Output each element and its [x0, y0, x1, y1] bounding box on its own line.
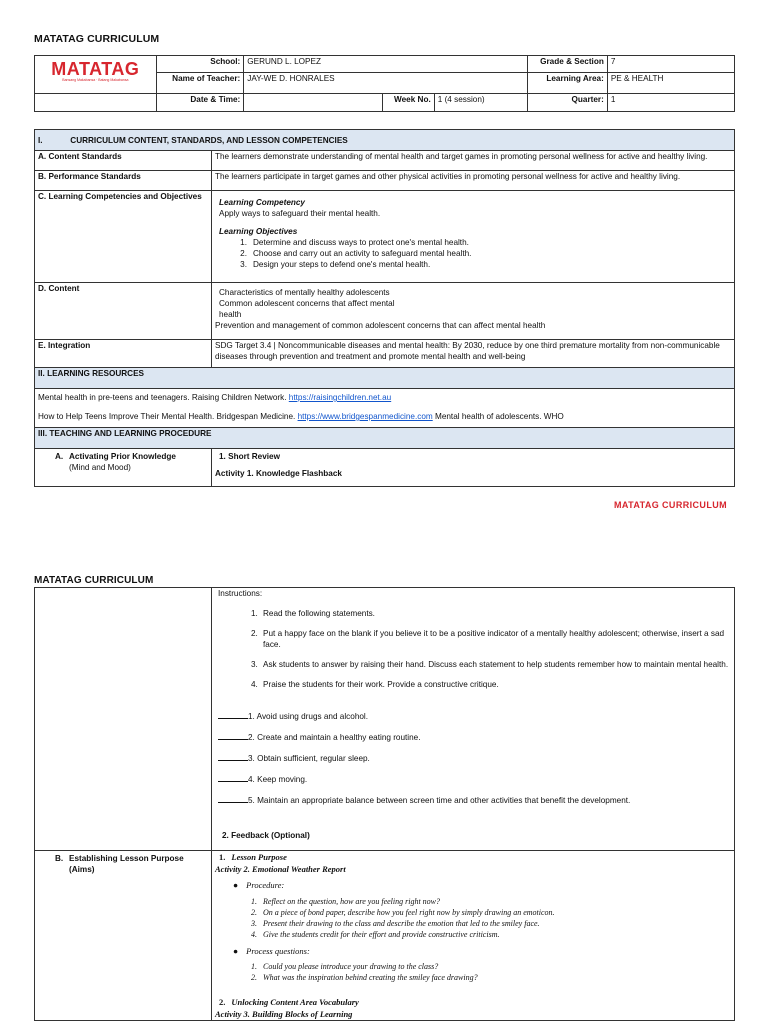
curriculum-table [34, 129, 735, 487]
instruction-item: 2. Put a happy face on the blank if you believe it to be a positive indicator of a mentally healthy adolescent; otherwise, insert a sad face. [251, 629, 725, 649]
procedure-empty-cell [35, 588, 212, 851]
resource-2: How to Help Teens Improve Their Mental Health. Bridgespan Medicine. https://www.bridgespanmedicine.com Mental health of adolescents. WHO [38, 412, 564, 421]
page-header-title: MATATAG CURRICULUM [34, 33, 160, 45]
procedure-b-num: B. [55, 854, 64, 863]
page-footer-brand: MATATAG CURRICULUM [614, 500, 728, 510]
answer-blank[interactable] [218, 752, 248, 761]
vocab-num: 2. [219, 997, 226, 1007]
procedure-a-label: Activating Prior Knowledge [69, 452, 176, 461]
procedure-b-label-cell [35, 851, 212, 1021]
content-standards-text: The learners demonstrate understanding of mental health and target games in promoting personal wellness for active and healthy living. [212, 151, 735, 171]
area-value: PE & HEALTH [607, 73, 734, 94]
date-value [244, 94, 383, 112]
bullet-icon: ● [233, 880, 239, 890]
lesson-purpose-heading: Lesson Purpose [231, 852, 287, 862]
quarter-value: 1 [607, 94, 734, 112]
instructions-cell [212, 588, 735, 851]
statement-item: 2. Create and maintain a healthy eating routine. [218, 731, 731, 743]
school-value: GERUND L. LOPEZ [244, 56, 528, 73]
instructions-label: Instructions: [218, 589, 263, 598]
statement-item: 5. Maintain an appropriate balance between screen time and other activities that benefit the development. [218, 794, 731, 806]
process-bullet: ● Process questions: [233, 945, 310, 956]
process-list: 1. Could you please introduce your drawing to the class? 2. What was the inspiration behind creating the smiley face drawing? [251, 962, 478, 982]
procedure-a-label-cell [35, 449, 212, 487]
week-label: Week No. [382, 94, 434, 112]
content-cell [212, 283, 735, 340]
content-line: Common adolescent concerns that affect mental [219, 299, 395, 308]
teacher-label: Name of Teacher: [156, 73, 244, 94]
activity-1-title: Activity 1. Knowledge Flashback [215, 469, 342, 478]
section-3-header: III. TEACHING AND LEARNING PROCEDURE [35, 428, 735, 449]
procedure-bullet: ● Procedure: [233, 880, 285, 890]
content-label: D. Content [35, 283, 212, 340]
grade-value: 7 [607, 56, 734, 73]
resources-cell [35, 389, 735, 428]
logo-bottom-cell [35, 94, 157, 112]
resource-1: Mental health in pre-teens and teenagers. Raising Children Network. https://raisingchildren.net.au [38, 393, 392, 402]
objective-item: 1. Determine and discuss ways to protect one's mental health. [240, 238, 469, 247]
procedure-b-sub: (Aims) [69, 865, 95, 874]
resource-2-link[interactable]: https://www.bridgespanmedicine.com [297, 412, 433, 421]
statement-item: 3. Obtain sufficient, regular sleep. [218, 752, 731, 764]
content-line: Prevention and management of common adolescent concerns that can affect mental health [215, 321, 546, 330]
short-review: 1. Short Review [219, 452, 280, 461]
feedback-heading: 2. Feedback (Optional) [222, 831, 310, 840]
procedure-b-label: Establishing Lesson Purpose [69, 854, 184, 863]
logo-tagline: Bansang Makabansa · Batang Makabansa [62, 77, 129, 82]
instruction-item: 4. Praise the students for their work. Provide a constructive critique. [251, 680, 499, 689]
section-1-header [35, 130, 735, 151]
content-line: Characteristics of mentally healthy adolescents [219, 288, 390, 297]
bullet-icon: ● [233, 945, 239, 956]
quarter-label: Quarter: [528, 94, 608, 112]
objectives-heading: Learning Objectives [219, 227, 298, 236]
objective-item: 3. Design your steps to defend one's mental health. [240, 260, 431, 269]
integration-label: E. Integration [35, 340, 212, 368]
lesson-purpose-num: 1. [219, 852, 226, 862]
content-line: health [219, 310, 242, 319]
procedure-b-cell [212, 851, 735, 1021]
section-2-header: II. LEARNING RESOURCES [35, 368, 735, 389]
procedure-a-sub: (Mind and Mood) [69, 463, 131, 472]
objective-item: 2. Choose and carry out an activity to safeguard mental health. [240, 249, 472, 258]
statement-item: 4. Keep moving. [218, 773, 731, 785]
performance-standards-label: B. Performance Standards [35, 171, 212, 191]
activity-3-title: Activity 3. Building Blocks of Learning [215, 1008, 353, 1019]
answer-blank[interactable] [218, 710, 248, 719]
answer-blank[interactable] [218, 773, 248, 782]
competency-heading: Learning Competency [219, 198, 305, 207]
instruction-item: 3. Ask students to answer by raising their hand. Discuss each statement to help students remember how to maintain mental health. [251, 660, 729, 669]
week-value: 1 (4 session) [434, 94, 527, 112]
section-1-title: CURRICULUM CONTENT, STANDARDS, AND LESSON COMPETENCIES [70, 135, 348, 145]
page-2-header-title: MATATAG CURRICULUM [34, 575, 154, 586]
procedure-a-num: A. [55, 452, 64, 461]
matatag-logo: MATATAG [51, 58, 140, 79]
procedure-a-cell [212, 449, 735, 487]
answer-blank[interactable] [218, 794, 248, 803]
procedure-table [34, 587, 735, 1021]
date-label: Date & Time: [156, 94, 244, 112]
vocab-heading: Unlocking Content Area Vocabulary [231, 997, 359, 1007]
competencies-cell [212, 191, 735, 283]
integration-text: SDG Target 3.4 | Noncommunicable diseases and mental health: By 2030, reduce by one third premature mortality from non-communicable diseases through prevention and treatment and promote mental health and well-being [212, 340, 735, 368]
competency-text: Apply ways to safeguard their mental health. [219, 209, 381, 218]
school-label: School: [156, 56, 244, 73]
content-standards-label: A. Content Standards [35, 151, 212, 171]
resource-1-link[interactable]: https://raisingchildren.net.au [288, 393, 392, 402]
procedure-list: 1. Reflect on the question, how are you feeling right now? 2. On a piece of bond paper, describe how you feel right now by simply drawing an emoticon. 3. Present their drawing to the class and describe the emotion that led to the smiley face. 4. Give the students credit for their effort and provide constructive criticism. [251, 896, 555, 939]
instruction-item: 1. Read the following statements. [251, 609, 375, 618]
competencies-label: C. Learning Competencies and Objectives [35, 191, 212, 283]
teacher-value: JAY-WE D. HONRALES [244, 73, 528, 94]
performance-standards-text: The learners participate in target games and other physical activities in promoting personal wellness for active and healthy living. [212, 171, 735, 191]
lesson-info-table [34, 55, 735, 112]
area-label: Learning Area: [528, 73, 608, 94]
statement-item: 1. Avoid using drugs and alcohol. [218, 710, 731, 722]
grade-label: Grade & Section [528, 56, 608, 73]
section-1-num: I. [38, 135, 43, 145]
activity-2-title: Activity 2. Emotional Weather Report [215, 863, 346, 874]
answer-blank[interactable] [218, 731, 248, 740]
logo-cell [35, 56, 157, 94]
